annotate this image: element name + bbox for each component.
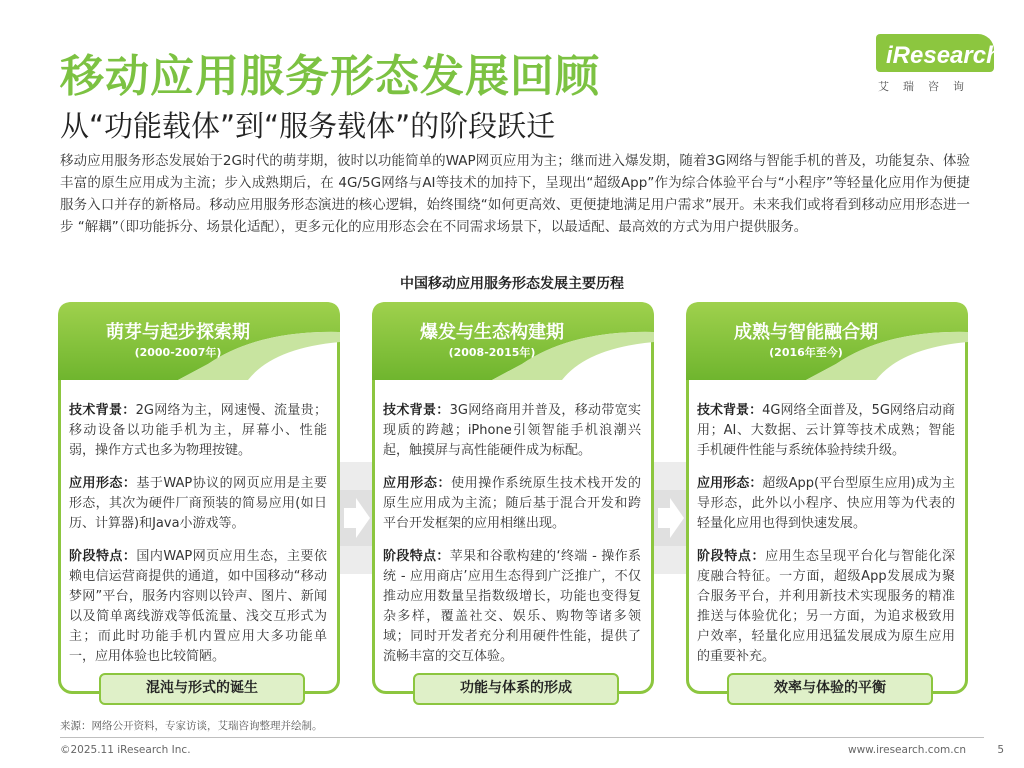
tech-text: 4G网络全面普及，5G网络启动商用；AI、大数据、云计算等技术成熟；智能手机硬件性能与系统体验持续升级。 bbox=[697, 403, 955, 458]
tech-background bbox=[697, 401, 955, 461]
logo-text: iResearch bbox=[886, 42, 1001, 69]
page-number: 5 bbox=[997, 744, 1004, 756]
form-text: 使用操作系统原生技术栈开发的原生应用成为主流；随后基于混合开发和跨平台开发框架的应用相继出现。 bbox=[383, 476, 641, 531]
stage-body bbox=[383, 401, 641, 680]
form-label: 应用形态： bbox=[383, 476, 452, 491]
arrow-right-icon bbox=[336, 490, 376, 546]
feature-text: 苹果和谷歌构建的‘终端 - 操作系统 - 应用商店’应用生态得到广泛推广，不仅推动应用数量呈指数级增长，功能也变得复杂多样，覆盖社交、娱乐、购物等诸多领域；同时开发者充分利用硬件性能，提供了流畅丰富的交互体验。 bbox=[383, 549, 641, 664]
stage-body bbox=[697, 401, 955, 680]
iresearch-logo bbox=[870, 30, 1000, 98]
feature-text: 应用生态呈现平台化与智能化深度融合特征。一方面，超级App发展成为聚合服务平台，并利用新技术实现服务的精准推送与体验优化；另一方面，为追求极致用户效率，轻量化应用迅猛发展成为原生应用的重要补充。 bbox=[697, 549, 955, 664]
feature-label: 阶段特点： bbox=[383, 549, 450, 564]
stage-title: 成熟与智能融合期 bbox=[734, 322, 878, 343]
tech-text: 3G网络商用并普及，移动带宽实现质的跨越；iPhone引领智能手机浪潮兴起，触摸屏与高性能硬件成为标配。 bbox=[383, 403, 641, 458]
stage-body bbox=[69, 401, 327, 680]
form-text: 基于WAP协议的网页应用是主要形态，其次为硬件厂商预装的简易应用(如日历、计算器)和Java小游戏等。 bbox=[69, 476, 327, 531]
stage-badge: 效率与体验的平衡 bbox=[727, 673, 933, 705]
stage-feature bbox=[697, 547, 955, 667]
stage-title: 爆发与生态构建期 bbox=[420, 322, 564, 343]
logo-subtext: 艾瑞咨询 bbox=[878, 80, 978, 93]
app-form bbox=[383, 474, 641, 534]
intro-paragraph: 移动应用服务形态发展始于2G时代的萌芽期，彼时以功能简单的WAP网页应用为主；继而进入爆发期，随着3G网络与智能手机的普及，功能复杂、体验丰富的原生应用成为主流；步入成熟期后，在 4G/5G网络与AI等技术的加持下，呈现出“超级App”作为综合体验平台与“小程序”等轻量化应用作为便捷服务入口并存的新格局。移动应用服务形态演进的核心逻辑，始终围绕“如何更高效、更便捷地满足用户需求”展开。未来我们或将看到移动应用形态进一步 “解耦”（即功能拆分、场景化适配），更多元化的应用形态会在不同需求场景下，以最适配、最高效的方式为用户提供服务。 bbox=[60, 153, 970, 235]
tech-label: 技术背景： bbox=[383, 403, 450, 418]
app-form bbox=[69, 474, 327, 534]
copyright-text: ©2025.11 iResearch Inc. bbox=[60, 744, 191, 756]
stage-badge: 混沌与形式的诞生 bbox=[99, 673, 305, 705]
page-title: 移动应用服务形态发展回顾 bbox=[60, 51, 600, 102]
stage-years: (2000-2007年) bbox=[134, 346, 222, 359]
stage-card-boom bbox=[372, 302, 654, 694]
stage-years: (2016年至今) bbox=[769, 346, 843, 359]
tech-text: 2G网络为主，网速慢、流量贵；移动设备以功能手机为主，屏幕小、性能弱，操作方式也多为物理按键。 bbox=[69, 403, 327, 458]
tech-background bbox=[69, 401, 327, 461]
stage-header bbox=[58, 302, 340, 380]
stage-card-mature bbox=[686, 302, 968, 694]
form-label: 应用形态： bbox=[69, 476, 137, 491]
stage-feature bbox=[69, 547, 327, 667]
page-subtitle: 从“功能载体”到“服务载体”的阶段跃迁 bbox=[60, 109, 556, 143]
feature-text: 国内WAP网页应用生态，主要依赖电信运营商提供的通道，如中国移动“移动梦网”平台，服务内容则以铃声、图片、新闻以及简单离线游戏等低流量、浅交互形式为主；而此时功能手机内置应用大多功能单一，应用体验也比较简陋。 bbox=[69, 549, 327, 664]
stage-header bbox=[686, 302, 968, 380]
form-label: 应用形态： bbox=[697, 476, 763, 491]
stage-badge: 功能与体系的形成 bbox=[413, 673, 619, 705]
website-link[interactable]: www.iresearch.com.cn bbox=[847, 744, 966, 756]
logo-badge bbox=[876, 34, 1001, 72]
tech-background bbox=[383, 401, 641, 461]
form-text: 超级App(平台型原生应用)成为主导形态，此外以小程序、快应用等为代表的轻量化应用也得到快速发展。 bbox=[697, 476, 955, 531]
stage-title: 萌芽与起步探索期 bbox=[106, 322, 250, 343]
footer-divider bbox=[60, 737, 984, 738]
source-note: 来源：网络公开资料，专家访谈，艾瑞咨询整理并绘制。 bbox=[60, 720, 323, 732]
stage-header bbox=[372, 302, 654, 380]
tech-label: 技术背景： bbox=[697, 403, 763, 418]
stage-feature bbox=[383, 547, 641, 667]
tech-label: 技术背景： bbox=[69, 403, 136, 418]
feature-label: 阶段特点： bbox=[697, 549, 766, 564]
chart-title: 中国移动应用服务形态发展主要历程 bbox=[400, 276, 624, 292]
stage-card-budding bbox=[58, 302, 340, 694]
arrow-right-icon bbox=[650, 490, 690, 546]
stage-years: (2008-2015年) bbox=[448, 346, 536, 359]
feature-label: 阶段特点： bbox=[69, 549, 137, 564]
app-form bbox=[697, 474, 955, 534]
